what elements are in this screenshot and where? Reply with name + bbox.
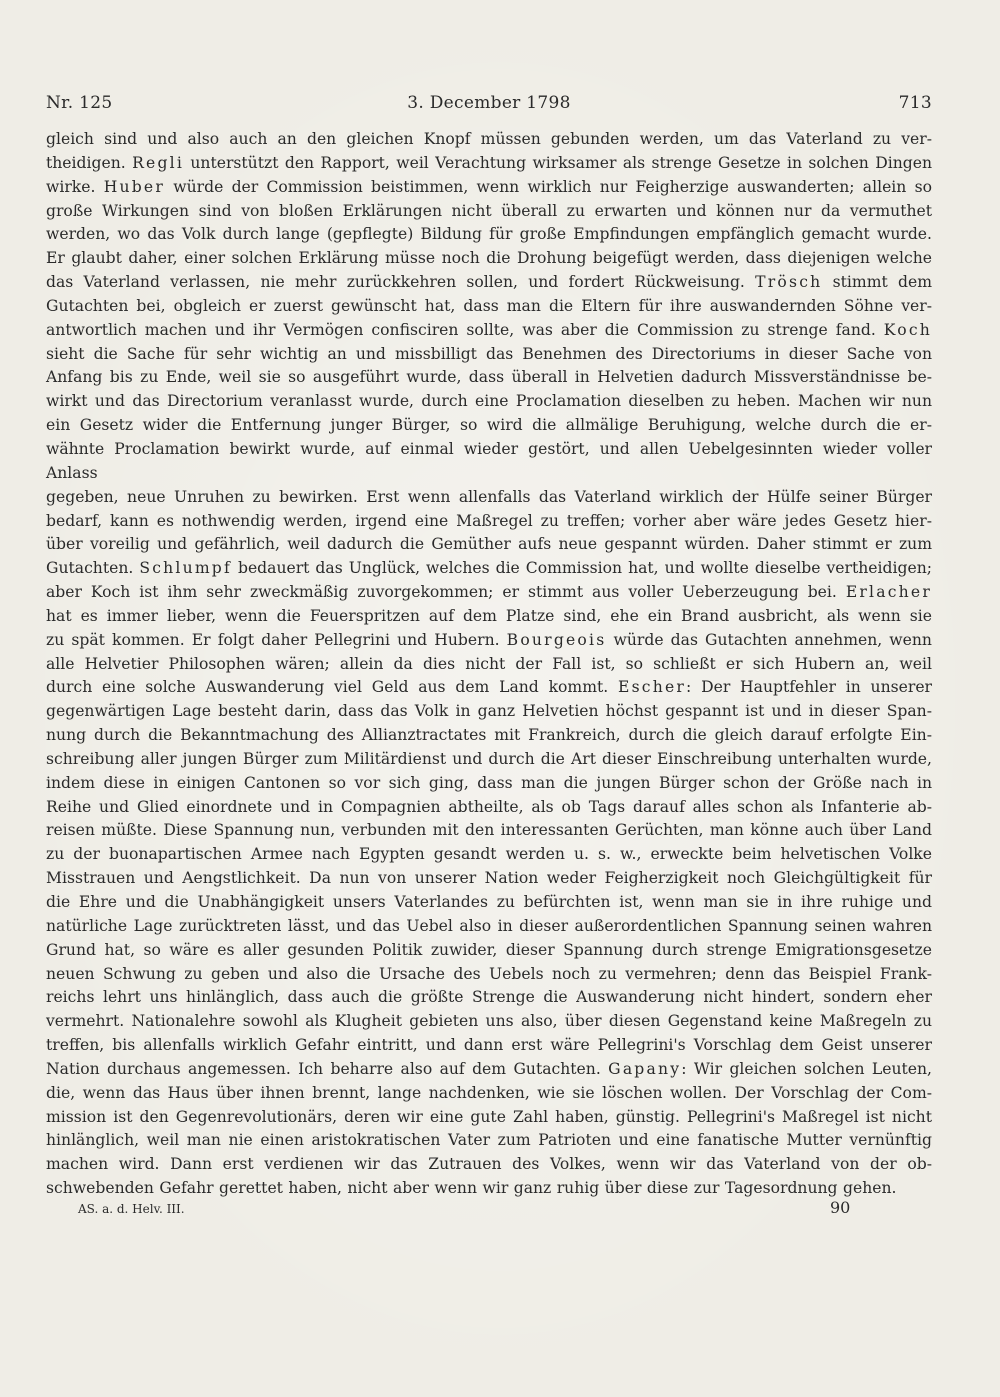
document-number: Nr. 125 xyxy=(46,93,113,113)
text-run: neuen Schwung zu geben und also die Ursache des Uebels noch zu vermehren; denn das Beispiel Frank- xyxy=(46,964,932,983)
text-run: indem diese in einigen Cantonen so vor sich ging, dass man die jungen Bürger schon der Größe nach in xyxy=(46,773,932,792)
text-run: wähnte Proclamation bewirkt wurde, auf einmal wieder gestört, und allen Uebelgesinnten wieder voller Anlass xyxy=(46,439,932,482)
text-line xyxy=(46,891,932,915)
text-run: Reihe und Glied einordnete und in Compagnien abtheilte, als ob Tags darauf alles schon als Infanterie ab- xyxy=(46,797,932,816)
text-run: natürliche Lage zurücktreten lässt, und das Uebel also in dieser außerordentlichen Spannung seinen wahren xyxy=(46,916,932,935)
printer-signature: AS. a. d. Helv. III. xyxy=(78,1202,185,1216)
text-line xyxy=(46,915,932,939)
text-line xyxy=(46,963,932,987)
text-line xyxy=(46,390,932,414)
speaker-name: Bourgeois xyxy=(506,630,607,649)
text-run: schwebenden Gefahr gerettet haben, nicht aber wenn wir ganz ruhig über diese zur Tagesordnung gehen. xyxy=(46,1179,897,1198)
speaker-name: Trösch xyxy=(755,273,823,292)
page-footer xyxy=(78,1198,898,1220)
text-run: schreibung aller jungen Bürger zum Militärdienst und durch die Art dieser Einschreibung unterhalten wurde, xyxy=(46,749,932,768)
speaker-name: Erlacher xyxy=(845,583,932,602)
text-line xyxy=(46,414,932,438)
text-line xyxy=(46,653,932,677)
text-line xyxy=(46,700,932,724)
text-line xyxy=(46,1082,932,1106)
text-line xyxy=(46,343,932,367)
text-run: aber Koch ist ihm sehr zweckmäßig zuvorgekommen; er stimmt aus voller Ueberzeugung bei. xyxy=(46,583,846,602)
text-line xyxy=(46,271,932,295)
text-run: die, wenn das Haus über ihnen brennt, lange nachdenken, wie sie löschen wollen. Der Vorschlag der Com- xyxy=(46,1083,932,1102)
text-line xyxy=(46,676,932,700)
text-run: Gutachten. xyxy=(46,559,140,578)
text-line xyxy=(46,629,932,653)
text-run: bedarf, kann es nothwendig werden, irgend eine Maßregel zu treffen; vorher aber wäre jedes Gesetz hier- xyxy=(46,511,932,530)
text-run: zu spät kommen. Er folgt daher Pellegrini und Hubern. xyxy=(46,630,507,649)
text-run: bedauert das Unglück, welches die Commission hat, und wollte dieselbe vertheidigen; xyxy=(231,559,932,578)
text-run: ein Gesetz wider die Entfernung junger Bürger, so wird die allmälige Beruhigung, welche durch die er- xyxy=(46,416,932,435)
text-line xyxy=(46,152,932,176)
text-line xyxy=(46,366,932,390)
text-run: nung durch die Bekanntmachung des Allianztractates mit Frankreich, durch die gleich darauf erfolgte Ein- xyxy=(46,726,932,745)
body-text xyxy=(46,128,932,1201)
text-run: Gutachten bei, obgleich er zuerst gewünscht hat, dass man die Eltern für ihre auswandernden Söhne ver- xyxy=(46,296,932,315)
text-line xyxy=(46,1058,932,1082)
text-run: würde das Gutachten annehmen, wenn xyxy=(606,630,932,649)
text-run: große Wirkungen sind von bloßen Erklärungen nicht überall zu erwarten und können nur da vermuthet xyxy=(46,201,932,220)
text-run: hinlänglich, weil man nie einen aristokratischen Vater zum Patrioten und eine fanatische Mutter vernünftig xyxy=(46,1131,932,1150)
text-line xyxy=(46,128,932,152)
text-line xyxy=(46,867,932,891)
text-run: gegenwärtigen Lage besteht darin, dass das Volk in ganz Helvetien höchst gespannt ist und in dieser Span- xyxy=(46,702,932,721)
text-line xyxy=(46,939,932,963)
text-line xyxy=(46,819,932,843)
text-line xyxy=(46,843,932,867)
text-line xyxy=(46,247,932,271)
speaker-name: Gapany xyxy=(608,1059,682,1078)
text-run: Grund hat, so wäre es aller gesunden Politik zuwider, dieser Spannung durch strenge Emigrationsgesetze xyxy=(46,940,932,959)
text-line xyxy=(46,1153,932,1177)
text-line xyxy=(46,557,932,581)
text-run: durch eine solche Auswanderung viel Geld aus dem Land kommt. xyxy=(46,678,618,697)
text-line xyxy=(46,510,932,534)
text-run: werden, wo das Volk durch lange (gepflegte) Bildung für große Empfindungen empfänglich gemacht wurde. xyxy=(46,225,932,244)
text-line xyxy=(46,1129,932,1153)
text-line xyxy=(46,605,932,629)
sheet-number: 90 xyxy=(830,1198,851,1217)
speaker-name: Koch xyxy=(883,320,932,339)
text-line xyxy=(46,295,932,319)
text-line xyxy=(46,223,932,247)
text-run: machen wird. Dann erst verdienen wir das Zutrauen des Volkes, wenn wir das Vaterland von der ob- xyxy=(46,1155,932,1174)
page-number: 713 xyxy=(898,93,932,113)
text-run: reichs lehrt uns hinlänglich, dass auch die größte Strenge die Auswanderung nicht hindert, sondern eher xyxy=(46,988,932,1007)
text-line xyxy=(46,200,932,224)
text-run: treffen, bis allenfalls wirklich Gefahr eintritt, und dann erst wäre Pellegrini's Vorschlag dem Geist unserer xyxy=(46,1036,932,1055)
text-run: würde der Commission beistimmen, wenn wirklich nur Feigherzige auswanderten; allein so xyxy=(165,177,932,196)
text-line xyxy=(46,176,932,200)
text-run: gegeben, neue Unruhen zu bewirken. Erst wenn allenfalls das Vaterland wirklich der Hülfe seiner Bürger xyxy=(46,487,932,506)
text-line xyxy=(46,486,932,510)
running-header xyxy=(46,93,932,117)
text-run: : Der Hauptfehler in unserer xyxy=(686,678,932,697)
text-line xyxy=(46,796,932,820)
text-line xyxy=(46,986,932,1010)
text-run: zu der buonapartischen Armee nach Egypten gesandt werden u. s. w., erweckte beim helvetischen Volke xyxy=(46,845,932,864)
text-run: Nation durchaus angemessen. Ich beharre also auf dem Gutachten. xyxy=(46,1059,609,1078)
text-run: alle Helvetier Philosophen wären; allein da dies nicht der Fall ist, so schließt er sich Hubern an, weil xyxy=(46,654,932,673)
text-line xyxy=(46,1106,932,1130)
text-run: hat es immer lieber, wenn die Feuerspritzen auf dem Platze sind, ehe ein Brand ausbricht, als wenn sie xyxy=(46,606,932,625)
text-run: Anfang bis zu Ende, weil sie so ausgeführt wurde, dass überall in Helvetien dadurch Missverständnisse be- xyxy=(46,368,932,387)
text-run: über voreilig und gefährlich, weil dadurch die Gemüther aufs neue gespannt würden. Daher stimmt er zum xyxy=(46,535,932,554)
text-run: wirke. xyxy=(46,177,104,196)
text-run: gleich sind und also auch an den gleichen Knopf müssen gebunden werden, um das Vaterland zu ver- xyxy=(46,130,932,148)
text-run: mission ist den Gegenrevolutionärs, deren wir eine gute Zahl haben, günstig. Pellegrini's Maßregel ist nicht xyxy=(46,1107,932,1126)
text-run: reisen müßte. Diese Spannung nun, verbunden mit den interessanten Gerüchten, man könne auch über Land xyxy=(46,821,932,840)
text-run: wirkt und das Directorium veranlasst wurde, durch eine Proclamation dieselben zu heben. Machen wir nun xyxy=(46,392,932,411)
text-line xyxy=(46,1010,932,1034)
text-run: stimmt dem xyxy=(822,273,932,292)
text-line xyxy=(46,319,932,343)
header-date: 3. December 1798 xyxy=(407,93,571,113)
text-line xyxy=(46,438,932,486)
text-line xyxy=(46,533,932,557)
text-run: das Vaterland verlassen, nie mehr zurückkehren sollen, und fordert Rückweisung. xyxy=(46,273,756,292)
text-run: antwortlich machen und ihr Vermögen confisciren sollte, was aber die Commission zu strenge fand. xyxy=(46,320,884,339)
speaker-name: Schlumpf xyxy=(139,559,232,578)
speaker-name: Regli xyxy=(132,153,185,172)
text-line xyxy=(46,724,932,748)
text-line xyxy=(46,748,932,772)
text-line xyxy=(46,772,932,796)
text-run: vermehrt. Nationalehre sowohl als Klugheit gebieten uns also, über diesen Gegenstand keine Maßregeln zu xyxy=(46,1012,932,1031)
text-run: theidigen. xyxy=(46,153,133,172)
text-run: Misstrauen und Aengstlichkeit. Da nun von unserer Nation weder Feigherzigkeit noch Gleichgültigkeit für xyxy=(46,869,932,888)
text-run: die Ehre und die Unabhängigkeit unsers Vaterlandes zu befürchten ist, wenn man sie in ihre ruhige und xyxy=(46,893,932,911)
text-run: : Wir gleichen solchen Leuten, xyxy=(681,1059,932,1078)
text-run: sieht die Sache für sehr wichtig an und missbilligt das Benehmen des Directoriums in dieser Sache von xyxy=(46,344,932,363)
text-run: Er glaubt daher, einer solchen Erklärung müsse noch die Drohung beigefügt werden, dass diejenigen welche xyxy=(46,249,932,268)
text-line xyxy=(46,581,932,605)
text-line xyxy=(46,1034,932,1058)
speaker-name: Huber xyxy=(103,177,165,196)
text-run: unterstützt den Rapport, weil Verachtung wirksamer als strenge Gesetze in solchen Dingen xyxy=(184,153,932,172)
speaker-name: Escher xyxy=(618,678,687,697)
